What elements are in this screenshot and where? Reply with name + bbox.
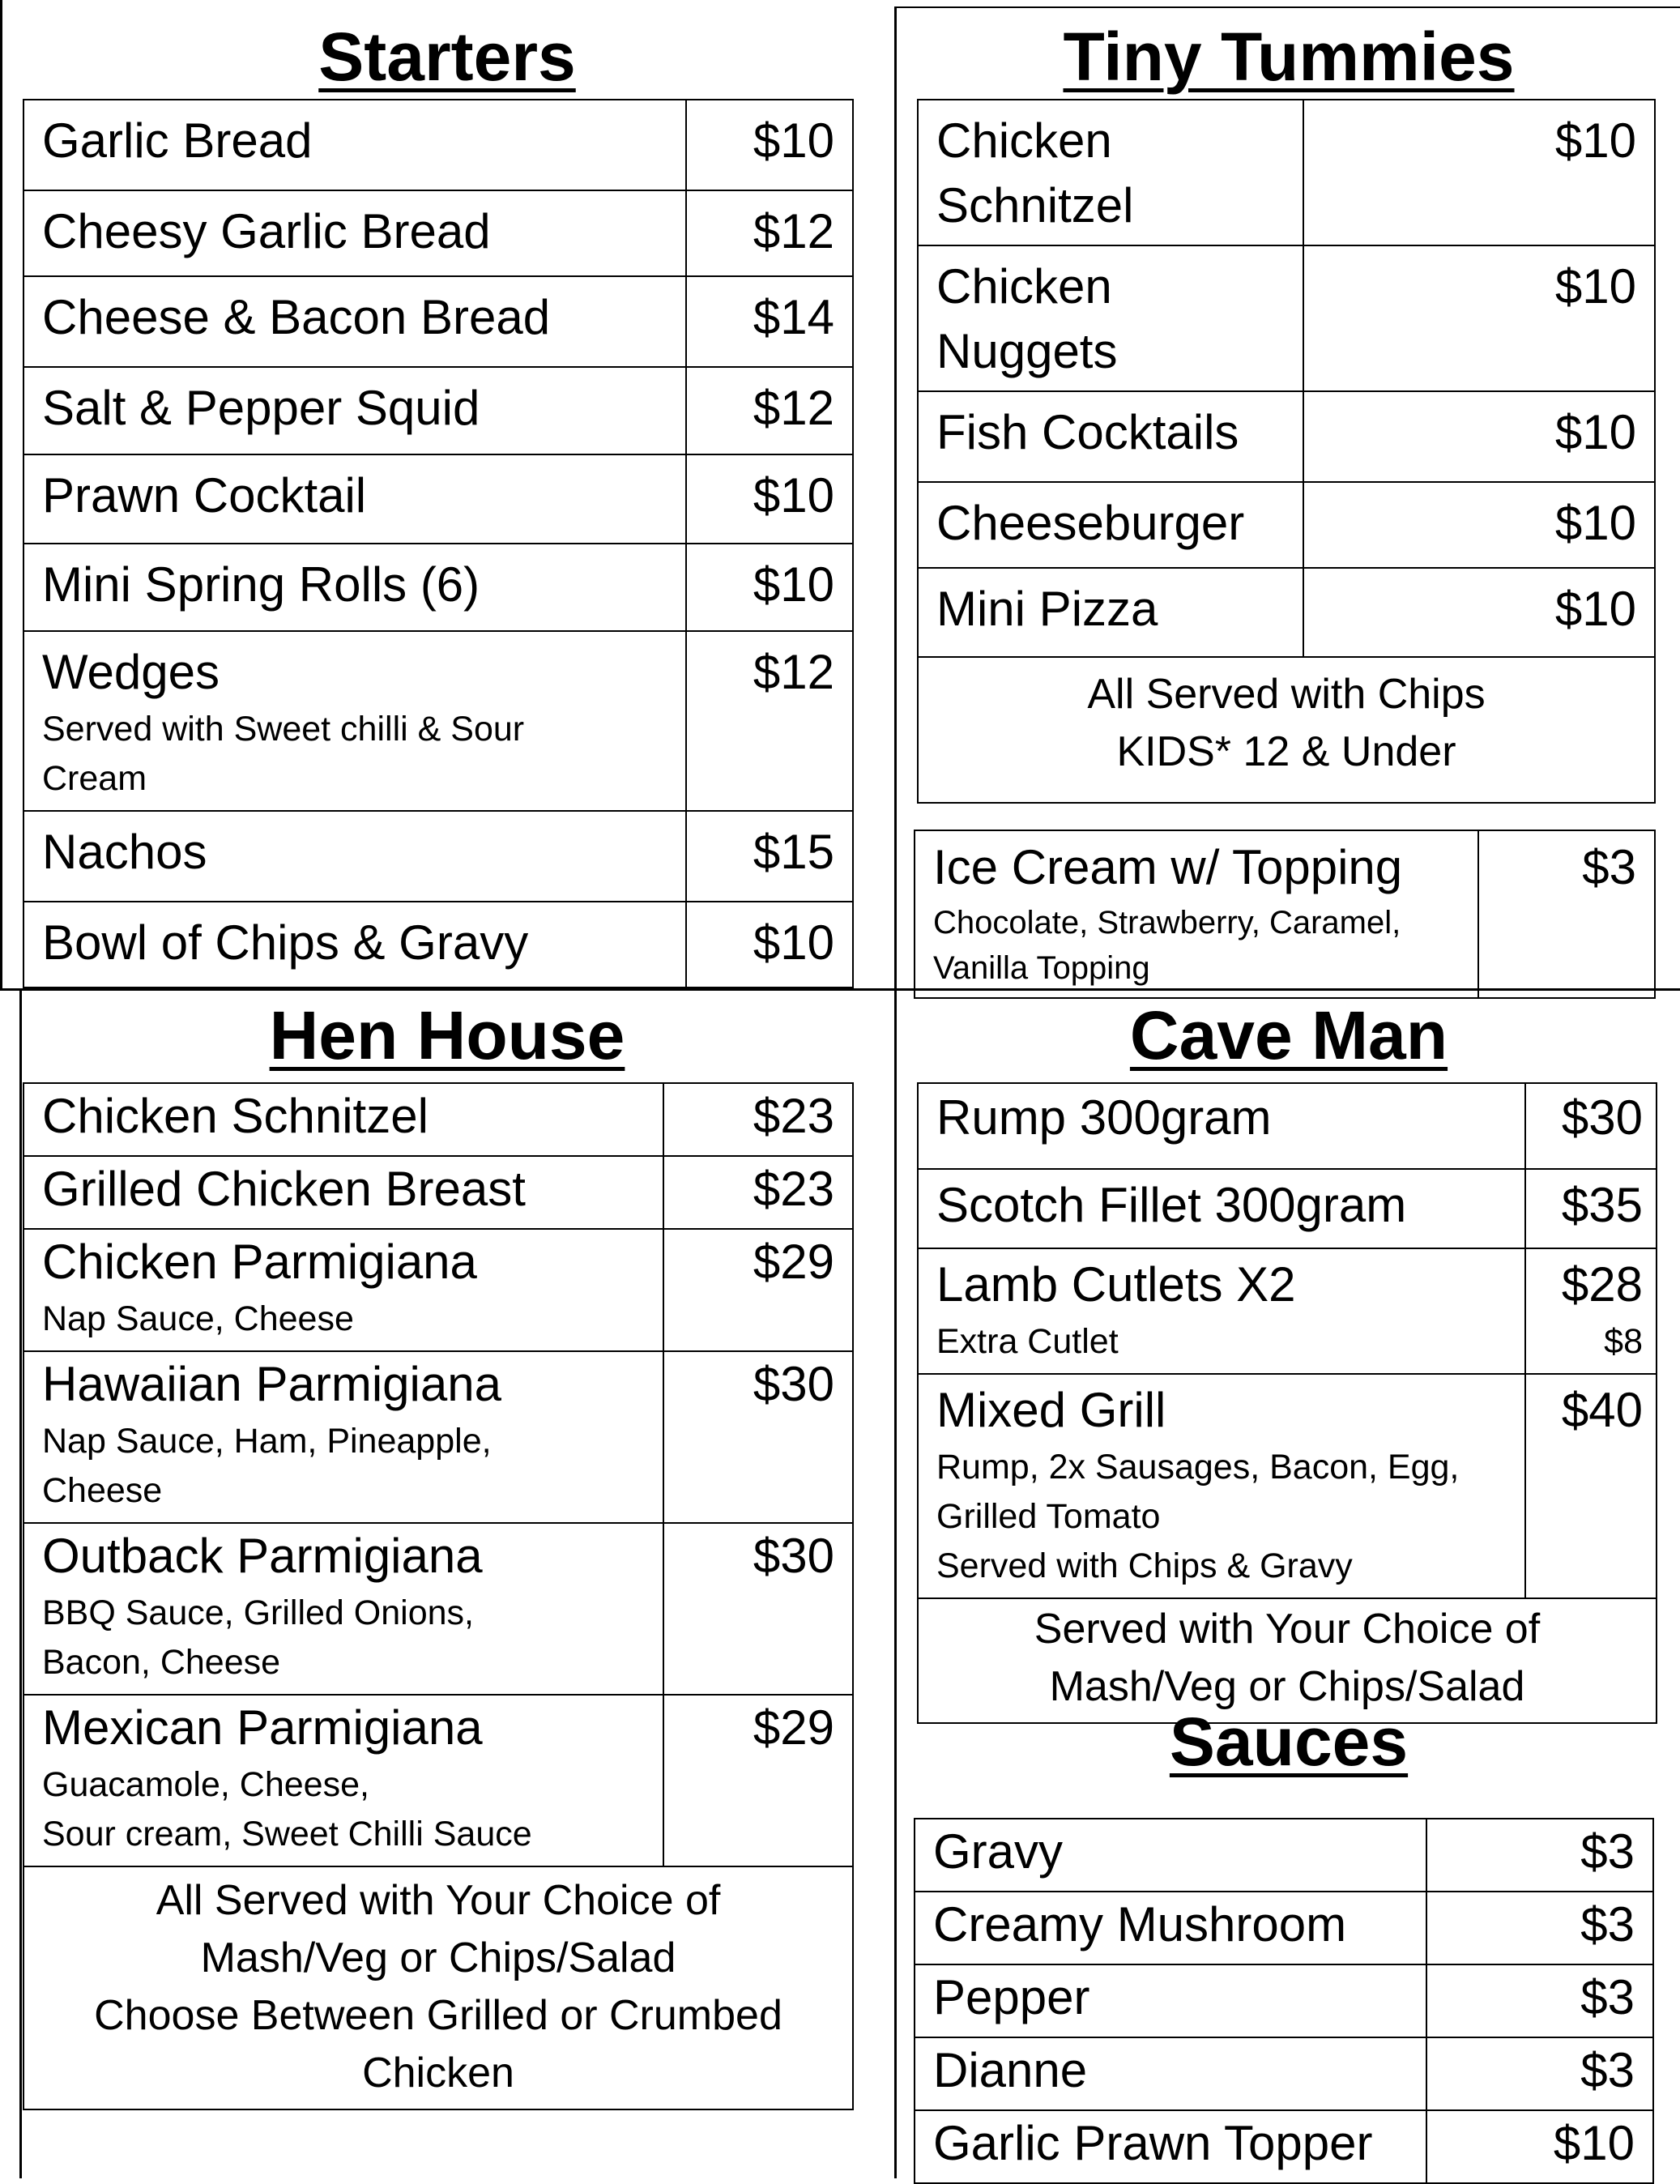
item-name: Wedges bbox=[42, 645, 220, 699]
item-name: Gravy bbox=[933, 1824, 1064, 1879]
menu-row bbox=[23, 367, 853, 454]
menu-row bbox=[918, 1248, 1657, 1374]
item-name: Cheeseburger bbox=[936, 496, 1245, 550]
cave-man-table bbox=[917, 1082, 1657, 1724]
menu-row bbox=[23, 544, 853, 631]
menu-row bbox=[23, 1523, 853, 1695]
item-price: $10 bbox=[753, 915, 834, 970]
menu-row bbox=[918, 1374, 1657, 1598]
starters-heading: Starters bbox=[318, 19, 576, 95]
menu-row bbox=[918, 657, 1655, 803]
item-price: $3 bbox=[1580, 1970, 1635, 2024]
item-description: Bacon, Cheese bbox=[42, 1643, 281, 1682]
item-price: $10 bbox=[1554, 113, 1636, 168]
item-price: $12 bbox=[753, 645, 834, 699]
item-price: $30 bbox=[753, 1357, 834, 1411]
hen-house-note bbox=[23, 1866, 853, 2109]
menu-row bbox=[915, 1819, 1653, 1892]
tiny-tummies-heading: Tiny Tummies bbox=[1063, 19, 1515, 95]
item-name: Chicken bbox=[936, 259, 1112, 314]
item-price: $3 bbox=[1580, 1897, 1635, 1952]
menu-row bbox=[915, 1964, 1653, 2037]
menu-row bbox=[23, 1695, 853, 1866]
menu-row bbox=[23, 1156, 853, 1229]
menu-row bbox=[23, 190, 853, 276]
item-price: $35 bbox=[1561, 1178, 1643, 1232]
item-price: $10 bbox=[753, 468, 834, 523]
item-description: Vanilla Topping bbox=[933, 950, 1150, 986]
item-name: Cheese & Bacon Bread bbox=[42, 290, 551, 344]
item-description: Cheese bbox=[42, 1471, 163, 1510]
item-name: Chicken Schnitzel bbox=[42, 1089, 429, 1143]
item-price: $3 bbox=[1582, 840, 1636, 894]
item-description: Rump, 2x Sausages, Bacon, Egg, bbox=[936, 1448, 1460, 1487]
menu-row bbox=[918, 245, 1655, 391]
menu-row bbox=[23, 276, 853, 367]
menu-row bbox=[918, 482, 1655, 568]
item-name: Bowl of Chips & Gravy bbox=[42, 915, 529, 970]
note-line: KIDS* 12 & Under bbox=[1116, 728, 1456, 775]
item-name: Hawaiian Parmigiana bbox=[42, 1357, 501, 1411]
menu-row bbox=[23, 1083, 853, 1156]
item-price: $10 bbox=[1554, 582, 1636, 636]
left-border-lower bbox=[19, 990, 22, 2178]
menu-row bbox=[915, 2110, 1653, 2183]
item-description: Grilled Tomato bbox=[936, 1497, 1161, 1536]
note-line: Mash/Veg or Chips/Salad bbox=[200, 1934, 676, 1981]
note-line: All Served with Chips bbox=[1087, 671, 1486, 718]
starters-table bbox=[23, 99, 854, 988]
menu-row bbox=[23, 1351, 853, 1523]
item-name: Rump 300gram bbox=[936, 1090, 1272, 1145]
item-price: $30 bbox=[1561, 1090, 1643, 1145]
item-price: $40 bbox=[1561, 1383, 1643, 1437]
item-name: Nuggets bbox=[936, 324, 1118, 378]
note-line: All Served with Your Choice of bbox=[156, 1877, 721, 1924]
item-price: $29 bbox=[753, 1700, 834, 1755]
item-name: Cheesy Garlic Bread bbox=[42, 204, 491, 258]
item-price: $23 bbox=[753, 1162, 834, 1216]
item-description: Extra Cutlet bbox=[936, 1322, 1119, 1361]
menu-row bbox=[23, 1229, 853, 1351]
item-price: $10 bbox=[1554, 496, 1636, 550]
menu-row bbox=[23, 1866, 853, 2109]
item-description: Nap Sauce, Ham, Pineapple, bbox=[42, 1422, 492, 1461]
item-name: Dianne bbox=[933, 2043, 1088, 2097]
menu-row bbox=[918, 1169, 1657, 1248]
item-name: Grilled Chicken Breast bbox=[42, 1162, 526, 1216]
menu-row bbox=[23, 631, 853, 811]
sauces-table bbox=[914, 1818, 1654, 2184]
item-price: $3 bbox=[1580, 2043, 1635, 2097]
note-line: Served with Your Choice of bbox=[1034, 1606, 1541, 1653]
item-price: $3 bbox=[1580, 1824, 1635, 1879]
sauces-heading: Sauces bbox=[1169, 1704, 1409, 1780]
item-name: Prawn Cocktail bbox=[42, 468, 367, 523]
item-name: Scotch Fillet 300gram bbox=[936, 1178, 1407, 1232]
item-description: Nap Sauce, Cheese bbox=[42, 1299, 354, 1338]
item-name: Fish Cocktails bbox=[936, 405, 1239, 459]
menu-row bbox=[918, 1083, 1657, 1169]
note-line: Chicken bbox=[362, 2050, 514, 2097]
extra-price: $8 bbox=[1604, 1322, 1643, 1361]
note-line: Choose Between Grilled or Crumbed bbox=[94, 1992, 782, 2039]
item-description: Served with Chips & Gravy bbox=[936, 1546, 1353, 1585]
item-price: $10 bbox=[753, 113, 834, 168]
item-price: $14 bbox=[753, 290, 834, 344]
item-price: $23 bbox=[753, 1089, 834, 1143]
item-name: Nachos bbox=[42, 825, 207, 879]
item-price: $10 bbox=[1553, 2116, 1635, 2170]
item-description: BBQ Sauce, Grilled Onions, bbox=[42, 1593, 474, 1632]
hen-house-heading: Hen House bbox=[269, 997, 625, 1073]
item-name: Chicken bbox=[936, 113, 1112, 168]
cave-man-heading: Cave Man bbox=[1129, 997, 1448, 1073]
item-name: Mini Spring Rolls (6) bbox=[42, 557, 480, 612]
left-border bbox=[0, 0, 2, 990]
item-price: $12 bbox=[753, 381, 834, 435]
top-border bbox=[894, 6, 1680, 8]
item-name: Ice Cream w/ Topping bbox=[933, 840, 1403, 894]
item-price: $29 bbox=[753, 1235, 834, 1289]
item-name: Mini Pizza bbox=[936, 582, 1158, 636]
menu-row bbox=[918, 568, 1655, 657]
item-price: $15 bbox=[753, 825, 834, 879]
item-description: Chocolate, Strawberry, Caramel, bbox=[933, 905, 1401, 941]
item-price: $10 bbox=[1554, 259, 1636, 314]
column-divider bbox=[894, 6, 897, 2178]
menu-row bbox=[23, 902, 853, 987]
item-name: Mixed Grill bbox=[936, 1383, 1166, 1437]
item-name: Lamb Cutlets X2 bbox=[936, 1257, 1296, 1312]
item-name: Garlic Prawn Topper bbox=[933, 2116, 1373, 2170]
item-description: Served with Sweet chilli & Sour Cream bbox=[42, 710, 525, 798]
hen-house-table bbox=[23, 1082, 854, 2110]
item-price: $12 bbox=[753, 204, 834, 258]
menu-row bbox=[23, 811, 853, 902]
item-name: Schnitzel bbox=[936, 178, 1134, 232]
menu-row bbox=[918, 100, 1655, 245]
item-name: Outback Parmigiana bbox=[42, 1529, 483, 1583]
menu-row bbox=[915, 2037, 1653, 2110]
tiny-tummies-table bbox=[917, 99, 1656, 804]
item-name: Chicken Parmigiana bbox=[42, 1235, 477, 1289]
item-name: Garlic Bread bbox=[42, 113, 313, 168]
menu-row bbox=[918, 391, 1655, 482]
item-name: Pepper bbox=[933, 1970, 1090, 2024]
item-price: $28 bbox=[1561, 1257, 1643, 1312]
item-price: $10 bbox=[753, 557, 834, 612]
item-name: Salt & Pepper Squid bbox=[42, 381, 480, 435]
note-line: Mash/Veg or Chips/Salad bbox=[1049, 1663, 1525, 1710]
item-price: $30 bbox=[753, 1529, 834, 1583]
item-name: Mexican Parmigiana bbox=[42, 1700, 483, 1755]
menu-row bbox=[915, 1892, 1653, 1964]
kids-note bbox=[918, 657, 1655, 803]
menu-row bbox=[915, 830, 1655, 998]
item-name: Creamy Mushroom bbox=[933, 1897, 1347, 1952]
menu-row bbox=[23, 454, 853, 544]
item-description: Guacamole, Cheese, bbox=[42, 1765, 369, 1804]
ice-cream-table bbox=[914, 830, 1656, 999]
menu-row bbox=[23, 100, 853, 190]
item-price: $10 bbox=[1554, 405, 1636, 459]
item-description: Sour cream, Sweet Chilli Sauce bbox=[42, 1815, 532, 1853]
